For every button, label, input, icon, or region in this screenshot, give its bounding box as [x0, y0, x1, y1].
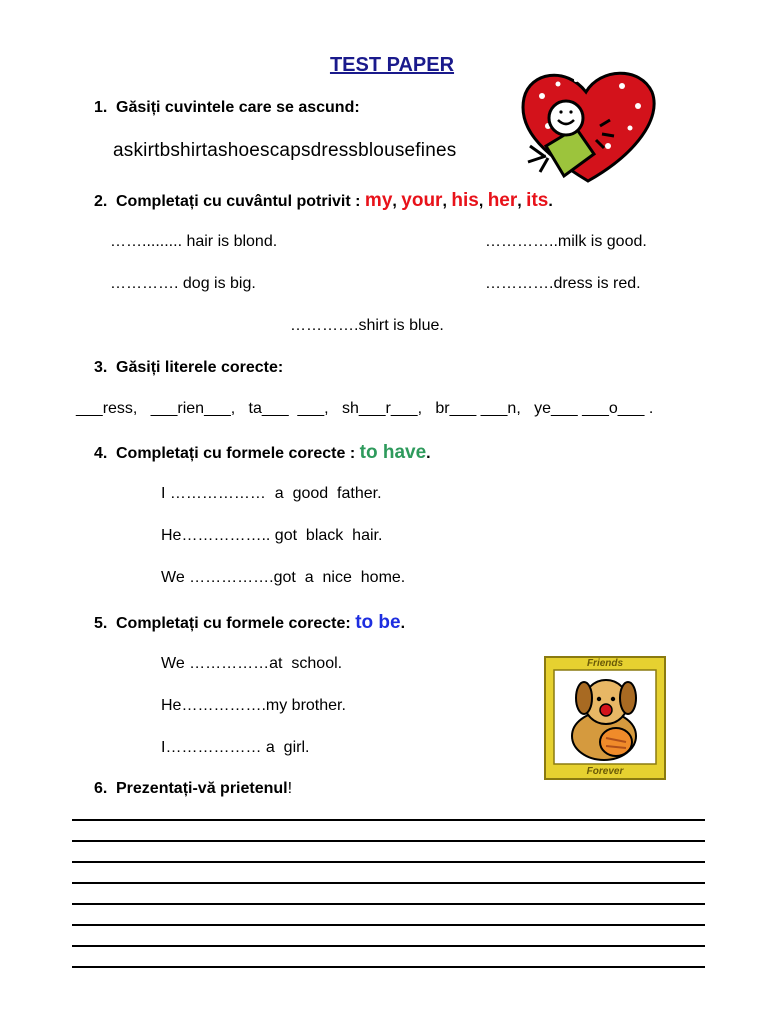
- answer-verb: to be: [355, 612, 401, 633]
- question-6: [94, 780, 292, 798]
- option-word: her: [487, 190, 518, 211]
- question-number: 2.: [94, 193, 108, 210]
- writing-line[interactable]: [72, 966, 705, 968]
- writing-line[interactable]: [72, 903, 705, 905]
- question-text: Completați cu formele corecte :: [116, 445, 356, 462]
- exclamation-mark: !: [287, 780, 293, 797]
- question-1: [94, 99, 360, 117]
- page-title: TEST PAPER: [329, 54, 455, 76]
- question-2: 2. Completați cu cuvântul potrivit : my, your, his, her, its.: [94, 190, 553, 211]
- exercise-sentence: ……......... hair is blond.: [110, 233, 278, 250]
- exercise-sentence: He…………….my brother.: [161, 697, 346, 714]
- question-4: 4. Completați cu formele corecte : to have.: [94, 442, 431, 463]
- exercise-sentence: ………….dress is red.: [485, 275, 641, 292]
- friends-forever-illustration: [544, 656, 666, 780]
- writing-line[interactable]: [72, 924, 705, 926]
- writing-line[interactable]: [72, 819, 705, 821]
- question-5: 5. Completați cu formele corecte: to be.: [94, 612, 406, 633]
- question-text: Prezentați-vă prietenul: [116, 780, 288, 797]
- question-number: 6.: [94, 780, 108, 797]
- question-number: 5.: [94, 615, 108, 632]
- hidden-words-line: askirtbshirtashoescapsdressblousefines: [113, 140, 457, 161]
- question-number: 4.: [94, 445, 108, 462]
- writing-line[interactable]: [72, 840, 705, 842]
- exercise-sentence: We ……………at school.: [161, 655, 343, 672]
- dog-cat-picture: [544, 656, 666, 780]
- question-number: 3.: [94, 359, 108, 376]
- question-text: Găsiți literele corecte:: [116, 359, 284, 376]
- frame-bottom-caption: Forever: [586, 766, 624, 777]
- exercise-sentence: I……………… a girl.: [161, 739, 310, 756]
- frame-top-caption: Friends: [586, 658, 624, 669]
- option-word: his: [451, 190, 479, 211]
- exercise-sentence: …………. dog is big.: [110, 275, 256, 292]
- question-text: Completați cu formele corecte:: [116, 615, 351, 632]
- question-number: 1.: [94, 99, 108, 116]
- option-word: your: [401, 190, 443, 211]
- heart-child-illustration: [518, 66, 658, 186]
- exercise-sentence: He…………….. got black hair.: [161, 527, 383, 544]
- writing-line[interactable]: [72, 861, 705, 863]
- exercise-sentence: …………..milk is good.: [485, 233, 647, 250]
- question-text: Completați cu cuvântul potrivit :: [116, 193, 361, 210]
- answer-verb: to have: [359, 442, 427, 463]
- question-3: [94, 359, 283, 377]
- exercise-sentence: We …………….got a nice home.: [161, 569, 406, 586]
- writing-line[interactable]: [72, 882, 705, 884]
- exercise-sentence: I ……………… a good father.: [161, 485, 382, 502]
- question-text: Găsiți cuvintele care se ascund:: [116, 99, 360, 116]
- writing-line[interactable]: [72, 945, 705, 947]
- option-word: my: [364, 190, 393, 211]
- missing-letters-line: ___ress, ___rien___, ta___ ___, sh___r___, br___ ___n, ye___ ___o___ .: [76, 400, 654, 417]
- exercise-sentence: ………….shirt is blue.: [290, 317, 444, 334]
- option-word: its: [526, 190, 549, 211]
